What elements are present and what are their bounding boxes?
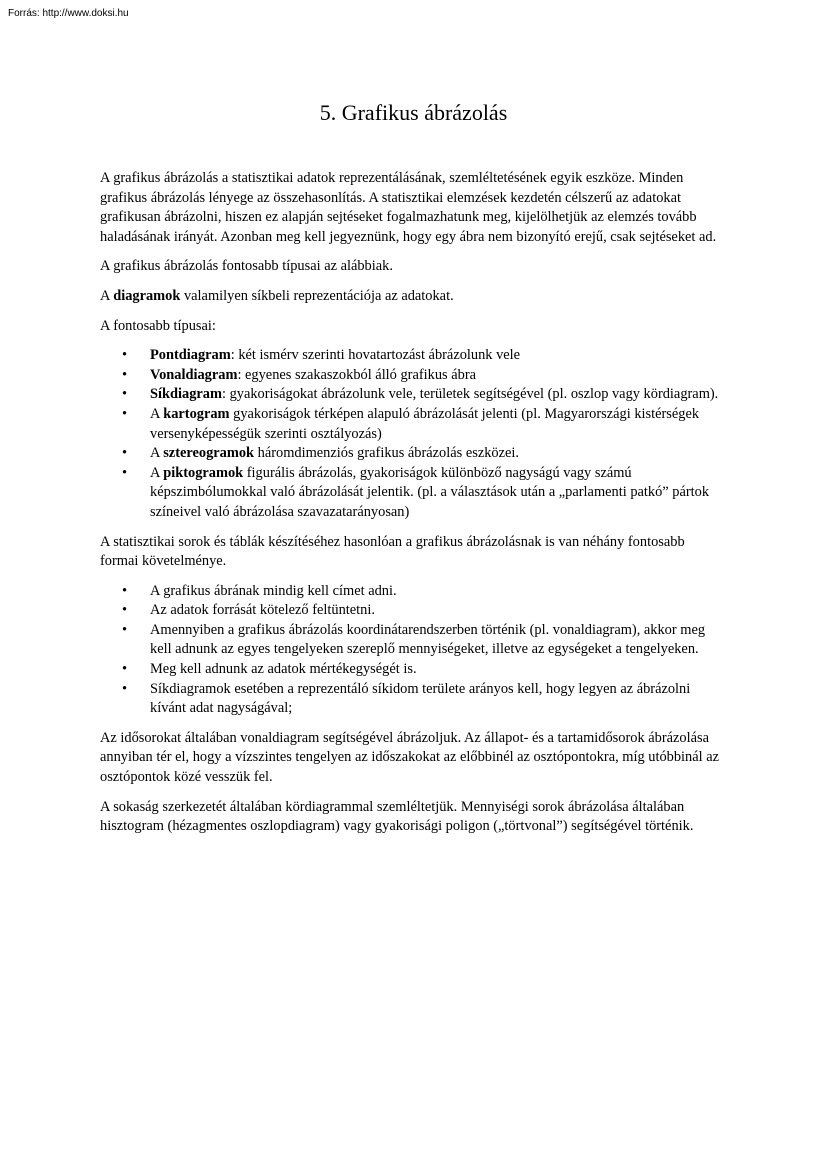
list-item: [100, 660, 726, 680]
diagram-definition-rest: valamilyen síkbeli reprezentációja az adatokat.: [180, 287, 454, 304]
requirements-list: [100, 582, 726, 719]
list-item-text: A grafikus ábrának mindig kell címet adni.: [150, 582, 397, 599]
list-item: [100, 464, 726, 523]
list-item-term: Pontdiagram: [150, 347, 231, 364]
list-item-text: háromdimenziós grafikus ábrázolás eszközei.: [254, 445, 519, 462]
requirements-intro-paragraph: A statisztikai sorok és táblák készítéséhez hasonlóan a grafikus ábrázolásnak is van néhány fontosabb formai követelménye.: [100, 533, 685, 570]
intro-paragraph: A grafikus ábrázolás a statisztikai adatok reprezentálásának, szemléltetésének egyik eszköze. Minden grafikus ábrázolás lényege az összehasonlítás. A statisztikai elemzések kezdetén célszerű az adatokat grafikusan ábrázolni, hiszen ez alapján sejtéseket fogalmazhatunk meg, kijelölhetjük az elemzés tovább haladásának irányát. Azonban meg kell jegyeznünk, hogy egy ábra nem bizonyító erejű, csak sejtéseket ad.: [100, 170, 717, 245]
list-item: [100, 582, 726, 602]
list-item-text: Meg kell adnunk az adatok mértékegységét is.: [150, 661, 417, 678]
structure-paragraph: A sokaság szerkezetét általában kördiagrammal szemléltetjük. Mennyiségi sorok ábrázolása általában hisztogram (hézagmentes oszlopdiagram) vagy gyakorisági poligon („törtvonal”) segítségével történik.: [100, 798, 694, 835]
timeseries-paragraph: Az idősorokat általában vonaldiagram segítségével ábrázoljuk. Az állapot- és a tartamidősorok ábrázolása annyiban tér el, hogy a vízszintes tengelyen az időszakokat az előbbinél az osztópontokra, míg utóbbinál az osztópontok közé vesszük fel.: [100, 729, 719, 786]
bullet-icon: •: [122, 386, 128, 403]
diagram-definition-term: diagramok: [113, 287, 181, 304]
list-item-prefix: A: [150, 464, 164, 481]
bullet-icon: •: [122, 602, 128, 619]
list-item-text: : gyakoriságokat ábrázolunk vele, területek segítségével (pl. oszlop vagy kördiagram).: [221, 386, 719, 403]
diagram-definition-prefix: A: [100, 287, 114, 304]
document-body: [100, 169, 726, 847]
bullet-icon: •: [122, 621, 128, 638]
bullet-icon: •: [122, 680, 128, 697]
list-item-term: kartogram: [163, 405, 230, 422]
types-list: [100, 346, 726, 522]
list-item-prefix: A: [150, 405, 164, 422]
source-label: Forrás: http://www.doksi.hu: [8, 8, 129, 19]
list-item-text: gyakoriságok térképen alapuló ábrázolását jelenti (pl. Magyarországi kistérségek versenyképességük szerinti osztályozás): [150, 405, 700, 442]
list-item-text: : egyenes szakaszokból álló grafikus ábra: [237, 366, 476, 383]
list-item-text: : két ismérv szerinti hovatartozást ábrázolunk vele: [230, 347, 521, 364]
list-item-text: Az adatok forrását kötelező feltüntetni.: [150, 602, 375, 619]
list-item-term: piktogramok: [163, 464, 244, 481]
list-item: [100, 405, 726, 444]
list-item-term: Vonaldiagram: [150, 366, 238, 383]
list-item: [100, 601, 726, 621]
list-item: [100, 444, 726, 464]
list-item-prefix: A: [150, 445, 164, 462]
list-item-term: Síkdiagram: [150, 386, 222, 403]
bullet-icon: •: [122, 445, 128, 462]
bullet-icon: •: [122, 582, 128, 599]
list-item: [100, 621, 726, 660]
list-item-text: Amennyiben a grafikus ábrázolás koordinátarendszerben történik (pl. vonaldiagram), akkor meg kell adnunk az egyes tengelyeken szereplő mennyiségeket, illetve az egységeket a tengelyeken.: [150, 621, 706, 658]
list-item: [100, 346, 726, 366]
diagram-definition-paragraph: [100, 287, 726, 307]
bullet-icon: •: [122, 661, 128, 678]
list-item-text: figurális ábrázolás, gyakoriságok különböző nagyságú vagy számú képszimbólumokkal való ábrázolását jelentik. (pl. a választások után a „parlamenti patkó” pártok színeivel való ábrázolása szavazatarányosan): [150, 464, 710, 520]
main-types-label: A fontosabb típusai:: [100, 317, 216, 334]
list-item: [100, 680, 726, 719]
list-item-term: sztereogramok: [163, 445, 255, 462]
list-item-text: Síkdiagramok esetében a reprezentáló síkidom területe arányos kell, hogy legyen az ábrázolni kívánt adat nagyságával;: [150, 680, 691, 717]
list-item: [100, 366, 726, 386]
page-title: 5. Grafikus ábrázolás: [319, 100, 508, 125]
bullet-icon: •: [122, 366, 128, 383]
list-item: [100, 385, 726, 405]
types-intro-paragraph: A grafikus ábrázolás fontosabb típusai az alábbiak.: [100, 258, 393, 275]
bullet-icon: •: [122, 347, 128, 364]
bullet-icon: •: [122, 464, 128, 481]
bullet-icon: •: [122, 405, 128, 422]
